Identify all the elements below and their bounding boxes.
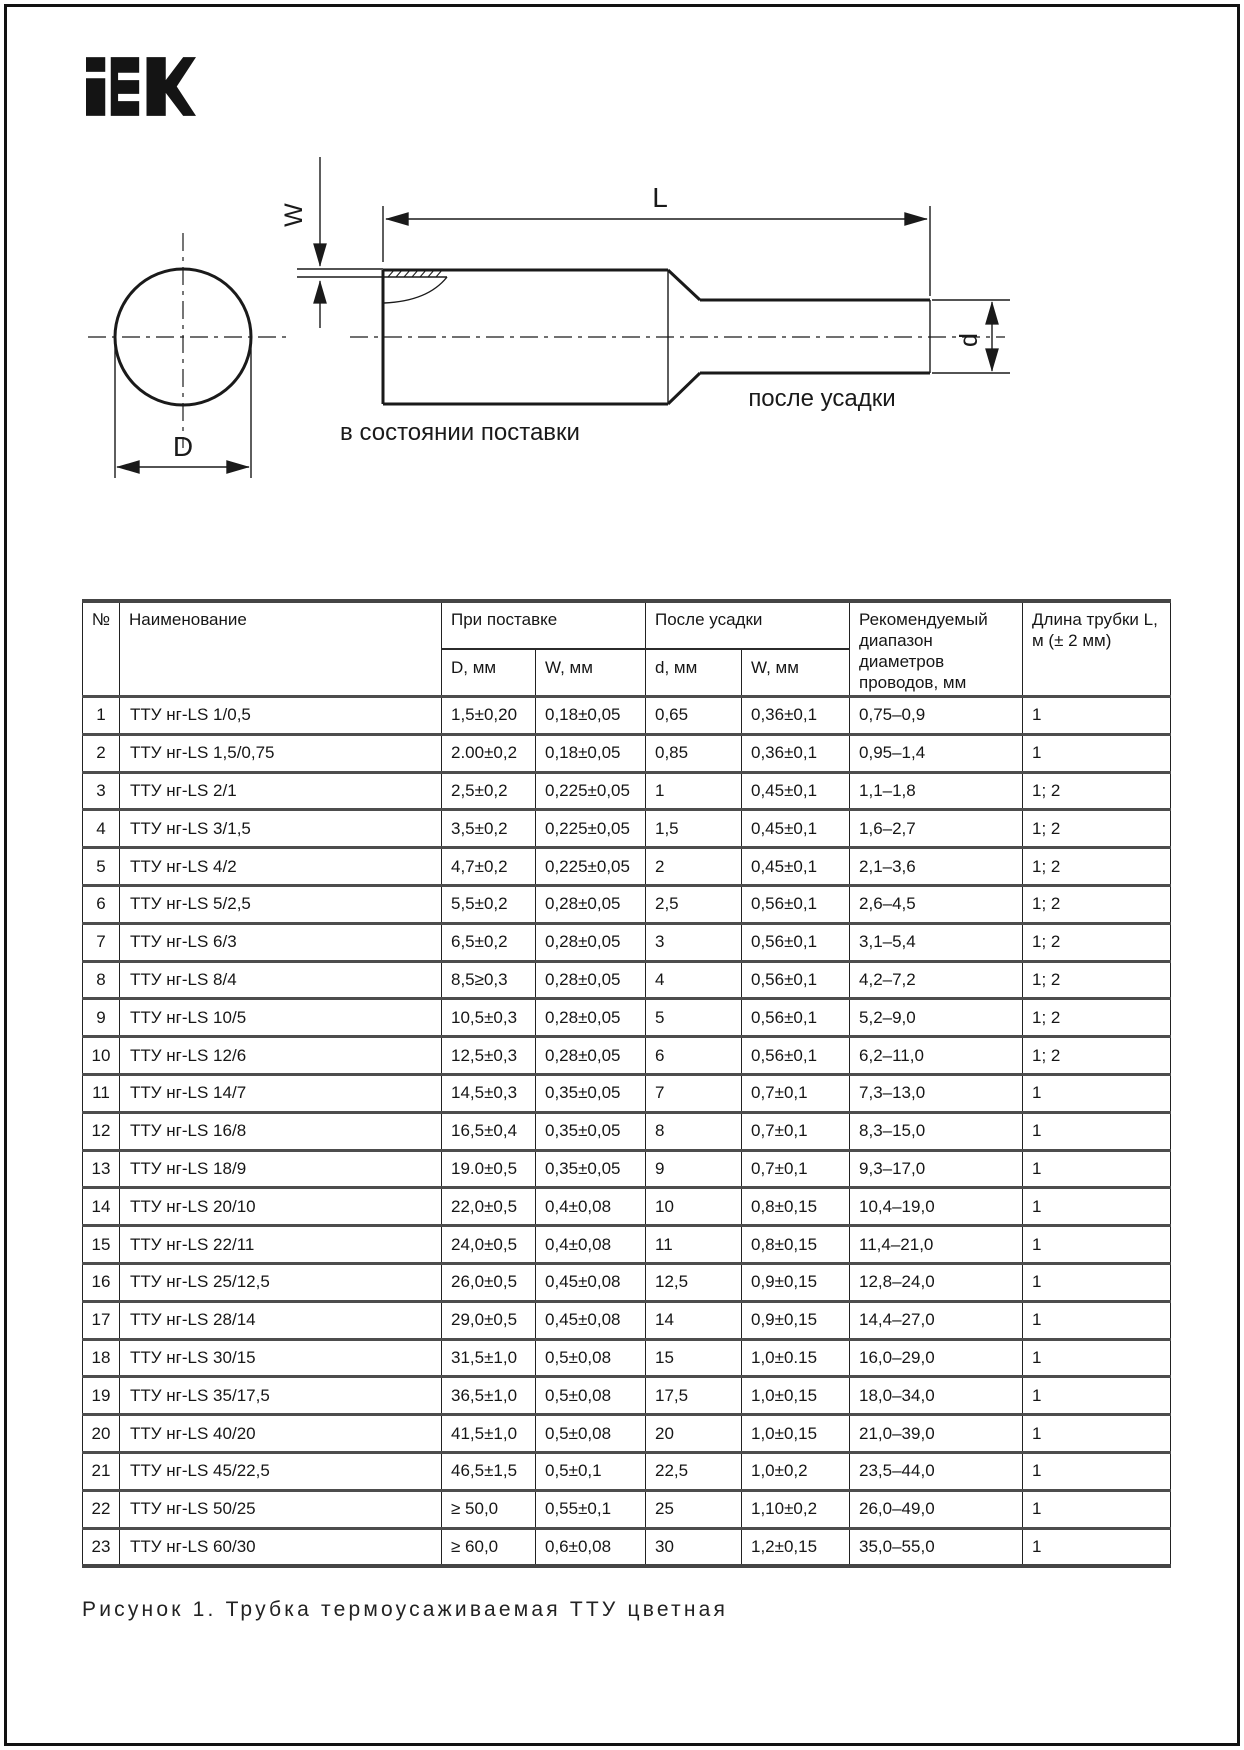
label-after-shrink: после усадки [748, 385, 896, 412]
cell-num: 5 [83, 848, 120, 886]
cell-d-supply: 4,7±0,2 [442, 848, 536, 886]
cell-w-after: 0,45±0,1 [742, 810, 850, 848]
cell-name: ТТУ нг-LS 2/1 [120, 772, 442, 810]
cell-w-after: 0,56±0,1 [742, 885, 850, 923]
cell-range: 2,6–4,5 [850, 885, 1023, 923]
cell-name: ТТУ нг-LS 22/11 [120, 1226, 442, 1264]
cell-d-supply: 1,5±0,20 [442, 697, 536, 735]
cell-name: ТТУ нг-LS 40/20 [120, 1415, 442, 1453]
cell-range: 6,2–11,0 [850, 1037, 1023, 1075]
table-row [83, 1377, 1171, 1415]
cell-length: 1 [1023, 1301, 1171, 1339]
cell-length: 1 [1023, 1452, 1171, 1490]
header-num: № [83, 601, 120, 697]
cell-length: 1; 2 [1023, 885, 1171, 923]
cell-length: 1 [1023, 1339, 1171, 1377]
cell-d-supply: 12,5±0,3 [442, 1037, 536, 1075]
dimension-label-W: W [280, 203, 308, 227]
cell-w-after: 1,0±0.15 [742, 1339, 850, 1377]
cell-d-after: 6 [646, 1037, 742, 1075]
cell-d-supply: 24,0±0,5 [442, 1226, 536, 1264]
dimension-label-D: D [172, 431, 194, 462]
table-row [83, 1112, 1171, 1150]
cell-d-after: 2,5 [646, 885, 742, 923]
dimension-label-d: d [955, 333, 983, 347]
cell-w-supply: 0,5±0,08 [536, 1415, 646, 1453]
cell-w-supply: 0,35±0,05 [536, 1150, 646, 1188]
table-row [83, 1037, 1171, 1075]
cell-w-after: 0,56±0,1 [742, 1037, 850, 1075]
cell-num: 16 [83, 1263, 120, 1301]
cell-d-supply: 19.0±0,5 [442, 1150, 536, 1188]
table-row [83, 697, 1171, 735]
cell-w-supply: 0,35±0,05 [536, 1112, 646, 1150]
cell-d-supply: 8,5≥0,3 [442, 961, 536, 999]
cell-d-after: 12,5 [646, 1263, 742, 1301]
header-d-after: d, мм [646, 649, 742, 697]
table-row [83, 1490, 1171, 1528]
cell-num: 9 [83, 999, 120, 1037]
table-row [83, 1226, 1171, 1264]
table-row [83, 923, 1171, 961]
cell-d-after: 0,65 [646, 697, 742, 735]
table-row [83, 772, 1171, 810]
cell-w-supply: 0,18±0,05 [536, 697, 646, 735]
cell-name: ТТУ нг-LS 28/14 [120, 1301, 442, 1339]
cell-range: 14,4–27,0 [850, 1301, 1023, 1339]
table-row [83, 961, 1171, 999]
cell-d-after: 4 [646, 961, 742, 999]
cell-w-supply: 0,5±0,08 [536, 1377, 646, 1415]
table-row [83, 1528, 1171, 1566]
cell-w-supply: 0,28±0,05 [536, 999, 646, 1037]
cell-num: 10 [83, 1037, 120, 1075]
cell-d-after: 9 [646, 1150, 742, 1188]
cell-d-after: 11 [646, 1226, 742, 1264]
cell-range: 23,5–44,0 [850, 1452, 1023, 1490]
table-row [83, 1415, 1171, 1453]
table-row [83, 1263, 1171, 1301]
cell-range: 2,1–3,6 [850, 848, 1023, 886]
cell-num: 3 [83, 772, 120, 810]
cell-range: 21,0–39,0 [850, 1415, 1023, 1453]
cell-d-supply: 31,5±1,0 [442, 1339, 536, 1377]
cell-d-after: 8 [646, 1112, 742, 1150]
cell-w-supply: 0,6±0,08 [536, 1528, 646, 1566]
table-row [83, 734, 1171, 772]
cell-length: 1 [1023, 1415, 1171, 1453]
cell-d-supply: 2,5±0,2 [442, 772, 536, 810]
cell-w-supply: 0,45±0,08 [536, 1301, 646, 1339]
cell-d-supply: 36,5±1,0 [442, 1377, 536, 1415]
cell-range: 26,0–49,0 [850, 1490, 1023, 1528]
cell-d-after: 25 [646, 1490, 742, 1528]
cell-name: ТТУ нг-LS 1,5/0,75 [120, 734, 442, 772]
cell-num: 7 [83, 923, 120, 961]
figure-caption: Рисунок 1. Трубка термоусаживаемая ТТУ цветная [82, 1598, 729, 1621]
cell-num: 22 [83, 1490, 120, 1528]
cell-w-supply: 0,28±0,05 [536, 1037, 646, 1075]
cell-w-supply: 0,5±0,1 [536, 1452, 646, 1490]
cell-range: 7,3–13,0 [850, 1074, 1023, 1112]
cell-range: 4,2–7,2 [850, 961, 1023, 999]
technical-drawing [0, 0, 1244, 520]
table-row [83, 810, 1171, 848]
cell-num: 2 [83, 734, 120, 772]
spec-table [82, 599, 1171, 1568]
cell-range: 0,95–1,4 [850, 734, 1023, 772]
cell-num: 19 [83, 1377, 120, 1415]
cell-num: 23 [83, 1528, 120, 1566]
cell-w-after: 0,7±0,1 [742, 1112, 850, 1150]
cell-length: 1 [1023, 1112, 1171, 1150]
cell-length: 1; 2 [1023, 1037, 1171, 1075]
cell-length: 1 [1023, 1150, 1171, 1188]
cell-num: 12 [83, 1112, 120, 1150]
cell-range: 1,1–1,8 [850, 772, 1023, 810]
cell-w-supply: 0,225±0,05 [536, 810, 646, 848]
cell-w-after: 0,36±0,1 [742, 697, 850, 735]
cell-w-supply: 0,35±0,05 [536, 1074, 646, 1112]
cell-name: ТТУ нг-LS 14/7 [120, 1074, 442, 1112]
cell-d-after: 7 [646, 1074, 742, 1112]
cell-length: 1; 2 [1023, 848, 1171, 886]
cell-d-after: 10 [646, 1188, 742, 1226]
table-row [83, 885, 1171, 923]
cell-w-after: 0,45±0,1 [742, 772, 850, 810]
cell-d-after: 0,85 [646, 734, 742, 772]
cell-d-after: 30 [646, 1528, 742, 1566]
cell-d-after: 14 [646, 1301, 742, 1339]
cell-w-supply: 0,28±0,05 [536, 923, 646, 961]
header-supply-group: При поставке [442, 601, 646, 649]
cell-range: 5,2–9,0 [850, 999, 1023, 1037]
cell-name: ТТУ нг-LS 50/25 [120, 1490, 442, 1528]
cell-num: 8 [83, 961, 120, 999]
cell-w-supply: 0,18±0,05 [536, 734, 646, 772]
cell-d-supply: 29,0±0,5 [442, 1301, 536, 1339]
cell-d-supply: 14,5±0,3 [442, 1074, 536, 1112]
cell-d-after: 22,5 [646, 1452, 742, 1490]
header-after-group: После усадки [646, 601, 850, 649]
dimension-label-L: L [652, 182, 668, 213]
spec-table-body [83, 697, 1171, 1567]
label-as-supplied: в состоянии поставки [340, 419, 580, 446]
cell-d-after: 1,5 [646, 810, 742, 848]
wall-cutaway-curve [384, 277, 447, 303]
cell-name: ТТУ нг-LS 45/22,5 [120, 1452, 442, 1490]
cell-num: 13 [83, 1150, 120, 1188]
cell-name: ТТУ нг-LS 20/10 [120, 1188, 442, 1226]
cell-d-supply: 16,5±0,4 [442, 1112, 536, 1150]
cell-num: 20 [83, 1415, 120, 1453]
cell-num: 6 [83, 885, 120, 923]
cell-w-after: 0,8±0,15 [742, 1188, 850, 1226]
cell-name: ТТУ нг-LS 3/1,5 [120, 810, 442, 848]
cell-length: 1; 2 [1023, 999, 1171, 1037]
table-row [83, 1150, 1171, 1188]
table-row [83, 848, 1171, 886]
cell-range: 16,0–29,0 [850, 1339, 1023, 1377]
cell-num: 21 [83, 1452, 120, 1490]
header-W-after: W, мм [742, 649, 850, 697]
cell-num: 11 [83, 1074, 120, 1112]
cell-w-after: 0,36±0,1 [742, 734, 850, 772]
cell-d-supply: 22,0±0,5 [442, 1188, 536, 1226]
header-length: Длина трубки L, м (± 2 мм) [1023, 601, 1171, 697]
cell-w-after: 1,0±0,2 [742, 1452, 850, 1490]
cell-name: ТТУ нг-LS 5/2,5 [120, 885, 442, 923]
cell-range: 11,4–21,0 [850, 1226, 1023, 1264]
table-row [83, 1074, 1171, 1112]
table-row [83, 1188, 1171, 1226]
cell-length: 1 [1023, 1188, 1171, 1226]
cell-w-supply: 0,28±0,05 [536, 961, 646, 999]
cell-d-supply: 6,5±0,2 [442, 923, 536, 961]
cell-w-after: 0,7±0,1 [742, 1150, 850, 1188]
cell-name: ТТУ нг-LS 12/6 [120, 1037, 442, 1075]
cell-w-supply: 0,225±0,05 [536, 848, 646, 886]
cell-name: ТТУ нг-LS 25/12,5 [120, 1263, 442, 1301]
cell-name: ТТУ нг-LS 35/17,5 [120, 1377, 442, 1415]
cell-num: 18 [83, 1339, 120, 1377]
cell-range: 10,4–19,0 [850, 1188, 1023, 1226]
cell-d-after: 3 [646, 923, 742, 961]
cell-d-supply: 46,5±1,5 [442, 1452, 536, 1490]
cell-num: 17 [83, 1301, 120, 1339]
cell-length: 1 [1023, 734, 1171, 772]
cell-name: ТТУ нг-LS 60/30 [120, 1528, 442, 1566]
header-W-supply: W, мм [536, 649, 646, 697]
cell-name: ТТУ нг-LS 4/2 [120, 848, 442, 886]
cell-length: 1; 2 [1023, 810, 1171, 848]
cell-range: 9,3–17,0 [850, 1150, 1023, 1188]
cell-length: 1 [1023, 1226, 1171, 1264]
cell-d-supply: 26,0±0,5 [442, 1263, 536, 1301]
table-row [83, 1301, 1171, 1339]
cell-length: 1 [1023, 1377, 1171, 1415]
cell-w-after: 0,56±0,1 [742, 999, 850, 1037]
cell-d-supply: 41,5±1,0 [442, 1415, 536, 1453]
cell-d-after: 5 [646, 999, 742, 1037]
cell-d-after: 17,5 [646, 1377, 742, 1415]
cell-num: 4 [83, 810, 120, 848]
cell-range: 1,6–2,7 [850, 810, 1023, 848]
cell-name: ТТУ нг-LS 30/15 [120, 1339, 442, 1377]
cell-length: 1 [1023, 1528, 1171, 1566]
table-row [83, 1452, 1171, 1490]
cell-w-supply: 0,5±0,08 [536, 1339, 646, 1377]
cell-w-after: 0,56±0,1 [742, 923, 850, 961]
cell-length: 1 [1023, 697, 1171, 735]
table-row [83, 1339, 1171, 1377]
cell-name: ТТУ нг-LS 8/4 [120, 961, 442, 999]
cell-w-after: 0,56±0,1 [742, 961, 850, 999]
cell-length: 1; 2 [1023, 772, 1171, 810]
cell-d-after: 2 [646, 848, 742, 886]
cell-range: 18,0–34,0 [850, 1377, 1023, 1415]
cell-d-supply: ≥ 50,0 [442, 1490, 536, 1528]
cell-w-after: 1,0±0,15 [742, 1377, 850, 1415]
cell-d-after: 15 [646, 1339, 742, 1377]
cell-w-supply: 0,45±0,08 [536, 1263, 646, 1301]
cell-range: 0,75–0,9 [850, 697, 1023, 735]
cell-num: 15 [83, 1226, 120, 1264]
cell-name: ТТУ нг-LS 16/8 [120, 1112, 442, 1150]
cell-length: 1; 2 [1023, 961, 1171, 999]
cell-range: 35,0–55,0 [850, 1528, 1023, 1566]
cell-w-after: 0,45±0,1 [742, 848, 850, 886]
cell-range: 3,1–5,4 [850, 923, 1023, 961]
cell-w-after: 1,10±0,2 [742, 1490, 850, 1528]
spec-table-header [83, 601, 1171, 697]
cell-d-supply: 10,5±0,3 [442, 999, 536, 1037]
table-row [83, 999, 1171, 1037]
cell-range: 12,8–24,0 [850, 1263, 1023, 1301]
cell-name: ТТУ нг-LS 10/5 [120, 999, 442, 1037]
cell-d-supply: 3,5±0,2 [442, 810, 536, 848]
cell-w-after: 0,9±0,15 [742, 1263, 850, 1301]
cell-w-after: 1,2±0,15 [742, 1528, 850, 1566]
cell-w-after: 0,8±0,15 [742, 1226, 850, 1264]
header-range: Рекомендуемый диапазон диаметров проводов, мм [850, 601, 1023, 697]
cell-d-after: 20 [646, 1415, 742, 1453]
cell-d-supply: 2.00±0,2 [442, 734, 536, 772]
cell-w-after: 0,7±0,1 [742, 1074, 850, 1112]
cell-w-after: 1,0±0,15 [742, 1415, 850, 1453]
tube-taper [668, 270, 700, 300]
cell-length: 1 [1023, 1490, 1171, 1528]
cell-length: 1 [1023, 1074, 1171, 1112]
cell-w-after: 0,9±0,15 [742, 1301, 850, 1339]
cell-d-supply: ≥ 60,0 [442, 1528, 536, 1566]
cell-num: 1 [83, 697, 120, 735]
cell-w-supply: 0,28±0,05 [536, 885, 646, 923]
tube-taper [668, 373, 700, 404]
cell-w-supply: 0,4±0,08 [536, 1226, 646, 1264]
cell-length: 1 [1023, 1263, 1171, 1301]
cell-name: ТТУ нг-LS 1/0,5 [120, 697, 442, 735]
cell-d-supply: 5,5±0,2 [442, 885, 536, 923]
cell-name: ТТУ нг-LS 6/3 [120, 923, 442, 961]
cell-w-supply: 0,4±0,08 [536, 1188, 646, 1226]
header-name: Наименование [120, 601, 442, 697]
cell-num: 14 [83, 1188, 120, 1226]
cell-range: 8,3–15,0 [850, 1112, 1023, 1150]
cell-length: 1; 2 [1023, 923, 1171, 961]
cell-d-after: 1 [646, 772, 742, 810]
cell-w-supply: 0,225±0,05 [536, 772, 646, 810]
cell-name: ТТУ нг-LS 18/9 [120, 1150, 442, 1188]
cell-w-supply: 0,55±0,1 [536, 1490, 646, 1528]
header-D-supply: D, мм [442, 649, 536, 697]
